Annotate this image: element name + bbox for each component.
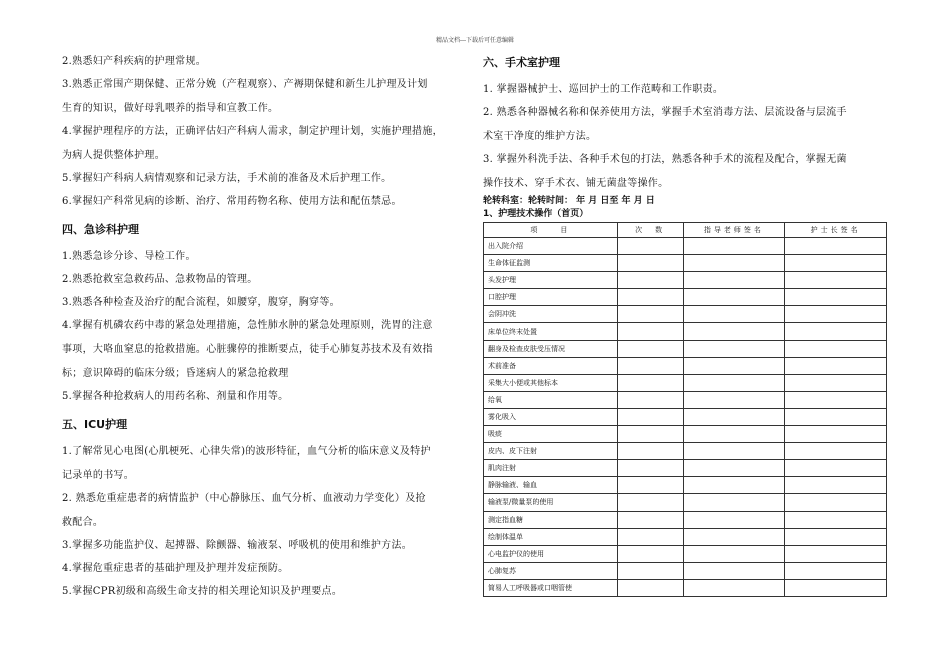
head-nurse-signature-cell[interactable] xyxy=(785,306,887,323)
row-item-label: 皮内、皮下注射 xyxy=(484,443,618,460)
list-item: 2.熟悉抢救室急救药品、急救物品的管理。 xyxy=(62,274,258,285)
row-item-label: 肌肉注射 xyxy=(484,460,618,477)
list-item: 记录单的书写。 xyxy=(62,470,135,481)
count-cell[interactable] xyxy=(617,426,683,443)
row-item-label: 翻身及检查皮肤受压情况 xyxy=(484,340,618,357)
left-column xyxy=(62,50,472,603)
head-nurse-signature-cell[interactable] xyxy=(785,477,887,494)
list-item: 4.掌握危重症患者的基础护理及护理并发症预防。 xyxy=(62,563,289,574)
teacher-signature-cell[interactable] xyxy=(683,545,785,562)
teacher-signature-cell[interactable] xyxy=(683,391,785,408)
table-row xyxy=(484,255,887,272)
count-cell[interactable] xyxy=(617,306,683,323)
count-cell[interactable] xyxy=(617,255,683,272)
table-row xyxy=(484,528,887,545)
table-row xyxy=(484,511,887,528)
teacher-signature-cell[interactable] xyxy=(683,357,785,374)
list-item: 3. 掌握外科洗手法、各种手术包的打法，熟悉各种手术的流程及配合，掌握无菌 xyxy=(483,154,847,165)
row-item-label: 给氧 xyxy=(484,391,618,408)
rotation-info-line: 轮转科室：轮转时间： 年 月 日至 年 月 日 xyxy=(483,196,655,206)
table-row xyxy=(484,306,887,323)
list-item: 2. 熟悉各种器械名称和保养使用方法，掌握手术室消毒方法、层流设备与层流手 xyxy=(483,107,847,118)
head-nurse-signature-cell[interactable] xyxy=(785,340,887,357)
row-item-label: 吸痰 xyxy=(484,426,618,443)
teacher-signature-cell[interactable] xyxy=(683,511,785,528)
count-cell[interactable] xyxy=(617,323,683,340)
head-nurse-signature-cell[interactable] xyxy=(785,357,887,374)
table-row xyxy=(484,494,887,511)
teacher-signature-cell[interactable] xyxy=(683,323,785,340)
head-nurse-signature-cell[interactable] xyxy=(785,562,887,579)
teacher-signature-cell[interactable] xyxy=(683,562,785,579)
row-item-label: 口腔护理 xyxy=(484,289,618,306)
list-item: 2.熟悉妇产科疾病的护理常规。 xyxy=(62,56,207,67)
emergency-items xyxy=(62,245,472,408)
table-row xyxy=(484,323,887,340)
head-nurse-signature-cell[interactable] xyxy=(785,408,887,425)
list-item: 5.掌握CPR初级和高级生命支持的相关理论知识及护理要点。 xyxy=(62,586,343,597)
row-item-label: 术前准备 xyxy=(484,357,618,374)
list-item: 2. 熟悉危重症患者的病情监护（中心静脉压、血气分析、血液动力学变化）及抢 xyxy=(62,493,426,504)
teacher-signature-cell[interactable] xyxy=(683,477,785,494)
teacher-signature-cell[interactable] xyxy=(683,289,785,306)
teacher-signature-cell[interactable] xyxy=(683,426,785,443)
count-cell[interactable] xyxy=(617,494,683,511)
table-row xyxy=(484,272,887,289)
list-item: 操作技术、穿手术衣、铺无菌盘等操作。 xyxy=(483,178,669,189)
table-row xyxy=(484,238,887,255)
column-header-item: 项 目 xyxy=(484,223,618,238)
teacher-signature-cell[interactable] xyxy=(683,374,785,391)
list-item: 6.掌握妇产科常见病的诊断、治疗、常用药物名称、使用方法和配伍禁忌。 xyxy=(62,196,402,207)
list-item: 1.熟悉急诊分诊、导检工作。 xyxy=(62,251,196,262)
count-cell[interactable] xyxy=(617,511,683,528)
teacher-signature-cell[interactable] xyxy=(683,340,785,357)
list-item: 事项，大咯血窒息的抢救措施。心脏骤停的推断要点，徒手心肺复苏技术及有效指 xyxy=(62,344,433,355)
list-item: 5.掌握各种抢救病人的用药名称、剂量和作用等。 xyxy=(62,391,289,402)
head-nurse-signature-cell[interactable] xyxy=(785,426,887,443)
list-item: 1. 掌握器械护士、巡回护士的工作范畴和工作职责。 xyxy=(483,84,724,95)
list-item: 4.掌握有机磷农药中毒的紧急处理措施，急性肺水肿的紧急处理原则，洗胃的注意 xyxy=(62,320,433,331)
row-item-label: 静脉输液、输血 xyxy=(484,477,618,494)
table-row xyxy=(484,289,887,306)
table-row xyxy=(484,562,887,579)
row-item-label: 出入院介绍 xyxy=(484,238,618,255)
column-header-count: 次 数 xyxy=(617,223,683,238)
list-item: 4.掌握护理程序的方法，正确评估妇产科病人需求，制定护理计划，实施护理措施， xyxy=(62,126,443,137)
count-cell[interactable] xyxy=(617,340,683,357)
row-item-label: 床单位终末处置 xyxy=(484,323,618,340)
row-item-label: 绘制体温单 xyxy=(484,528,618,545)
count-cell[interactable] xyxy=(617,391,683,408)
table-header-row xyxy=(484,223,887,238)
section-title-icu: 五、ICU护理 xyxy=(62,418,128,431)
count-cell[interactable] xyxy=(617,579,683,596)
list-item: 1.了解常见心电图(心肌梗死、心律失常)的波形特征，血气分析的临床意义及特护 xyxy=(62,446,431,457)
teacher-signature-cell[interactable] xyxy=(683,579,785,596)
head-nurse-signature-cell[interactable] xyxy=(785,272,887,289)
teacher-signature-cell[interactable] xyxy=(683,255,785,272)
table-row xyxy=(484,391,887,408)
icu-items xyxy=(62,440,472,603)
teacher-signature-cell[interactable] xyxy=(683,460,785,477)
list-item: 救配合。 xyxy=(62,517,104,528)
obgyn-items xyxy=(62,50,472,213)
table-title: 1、护理技术操作（首页） xyxy=(483,209,589,219)
column-header-teacher-signature: 指导老师签名 xyxy=(683,223,785,238)
table-row xyxy=(484,408,887,425)
header-note: 精品文档---下载后可任意编辑 xyxy=(435,37,515,44)
count-cell[interactable] xyxy=(617,289,683,306)
row-item-label: 头发护理 xyxy=(484,272,618,289)
right-column xyxy=(483,50,888,597)
head-nurse-signature-cell[interactable] xyxy=(785,579,887,596)
list-item: 3.熟悉正常围产期保健、正常分娩（产程观察）、产褥期保健和新生儿护理及计划 xyxy=(62,79,428,90)
table-row xyxy=(484,357,887,374)
list-item: 标；意识障碍的临床分级；昏迷病人的紧急抢救理 xyxy=(62,368,289,379)
list-item: 为病人提供整体护理。 xyxy=(62,150,165,161)
teacher-signature-cell[interactable] xyxy=(683,443,785,460)
count-cell[interactable] xyxy=(617,408,683,425)
row-item-label: 心肺复苏 xyxy=(484,562,618,579)
list-item: 3.掌握多功能监护仪、起搏器、除颤器、输液泵、呼吸机的使用和维护方法。 xyxy=(62,540,413,551)
table-row xyxy=(484,579,887,596)
row-item-label: 心电监护仪的使用 xyxy=(484,545,618,562)
count-cell[interactable] xyxy=(617,238,683,255)
row-item-label: 简易人工呼吸器或口咽管使 xyxy=(484,579,618,596)
nursing-skills-table xyxy=(483,222,887,597)
row-item-label: 生命体征监测 xyxy=(484,255,618,272)
row-item-label: 雾化吸入 xyxy=(484,408,618,425)
teacher-signature-cell[interactable] xyxy=(683,528,785,545)
count-cell[interactable] xyxy=(617,357,683,374)
head-nurse-signature-cell[interactable] xyxy=(785,545,887,562)
count-cell[interactable] xyxy=(617,443,683,460)
count-cell[interactable] xyxy=(617,562,683,579)
head-nurse-signature-cell[interactable] xyxy=(785,494,887,511)
head-nurse-signature-cell[interactable] xyxy=(785,374,887,391)
row-item-label: 采集大小便或其他标本 xyxy=(484,374,618,391)
table-row xyxy=(484,340,887,357)
head-nurse-signature-cell[interactable] xyxy=(785,511,887,528)
count-cell[interactable] xyxy=(617,477,683,494)
row-item-label: 测定指血糖 xyxy=(484,511,618,528)
section-title-operating-room: 六、手术室护理 xyxy=(483,56,560,69)
table-row xyxy=(484,443,887,460)
head-nurse-signature-cell[interactable] xyxy=(785,391,887,408)
head-nurse-signature-cell[interactable] xyxy=(785,323,887,340)
table-row xyxy=(484,545,887,562)
head-nurse-signature-cell[interactable] xyxy=(785,528,887,545)
teacher-signature-cell[interactable] xyxy=(683,306,785,323)
teacher-signature-cell[interactable] xyxy=(683,272,785,289)
operating-room-items xyxy=(483,78,888,195)
list-item: 3.熟悉各种检查及治疗的配合流程，如腰穿，腹穿，胸穿等。 xyxy=(62,297,340,308)
count-cell[interactable] xyxy=(617,545,683,562)
table-row xyxy=(484,460,887,477)
count-cell[interactable] xyxy=(617,272,683,289)
teacher-signature-cell[interactable] xyxy=(683,408,785,425)
row-item-label: 会阴冲洗 xyxy=(484,306,618,323)
count-cell[interactable] xyxy=(617,528,683,545)
head-nurse-signature-cell[interactable] xyxy=(785,443,887,460)
head-nurse-signature-cell[interactable] xyxy=(785,255,887,272)
row-item-label: 输液泵/微量泵的使用 xyxy=(484,494,618,511)
table-row xyxy=(484,426,887,443)
head-nurse-signature-cell[interactable] xyxy=(785,238,887,255)
list-item: 术室干净度的维护方法。 xyxy=(483,131,597,142)
head-nurse-signature-cell[interactable] xyxy=(785,460,887,477)
count-cell[interactable] xyxy=(617,374,683,391)
table-body xyxy=(484,238,887,597)
column-header-head-nurse-signature: 护士长签名 xyxy=(785,223,887,238)
table-row xyxy=(484,374,887,391)
head-nurse-signature-cell[interactable] xyxy=(785,289,887,306)
list-item: 生育的知识，做好母乳喂养的指导和宣教工作。 xyxy=(62,103,279,114)
table-row xyxy=(484,477,887,494)
teacher-signature-cell[interactable] xyxy=(683,494,785,511)
count-cell[interactable] xyxy=(617,460,683,477)
teacher-signature-cell[interactable] xyxy=(683,238,785,255)
list-item: 5.掌握妇产科病人病情观察和记录方法，手术前的准备及术后护理工作。 xyxy=(62,173,392,184)
section-title-emergency: 四、急诊科护理 xyxy=(62,223,139,236)
